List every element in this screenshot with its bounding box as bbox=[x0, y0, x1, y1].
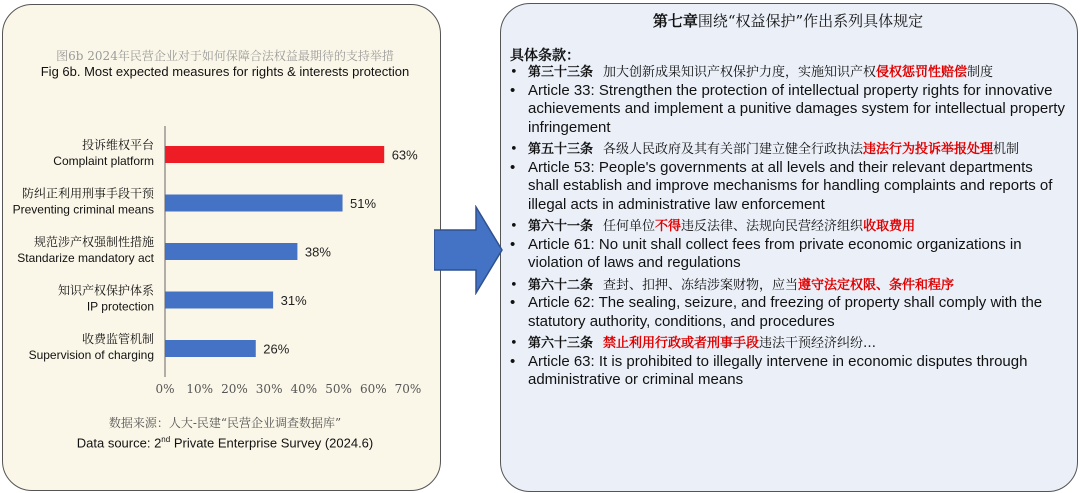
x-tick-label: 30% bbox=[255, 382, 283, 396]
category-label-en: Supervision of charging bbox=[28, 348, 154, 362]
category-label-en: Complaint platform bbox=[53, 154, 154, 168]
category-label-cn: 防纠正利用刑事手段干预 bbox=[21, 186, 154, 201]
right-panel-title: 第七章围绕“权益保护”作出系列具体规定 bbox=[652, 12, 924, 30]
article-61-cn: • 第六十一条 任何单位不得违反法律、法规向民营经济组织收取费用 bbox=[506, 218, 1066, 236]
x-tick-label: 10% bbox=[186, 382, 214, 396]
category-label-cn: 投诉维权平台 bbox=[81, 138, 154, 152]
x-tick-label: 50% bbox=[325, 382, 352, 396]
article-53-cn: • 第五十三条 各级人民政府及其有关部门建立健全行政执法违法行为投诉举报处理机制 bbox=[506, 141, 1066, 159]
article-53-en: • Article 53: People's governments at all levels and their relevant departments shall establish and improve mechanisms for handling complaints and reports of illegal acts in administrative law enforcement bbox=[506, 159, 1066, 215]
right-arrow-icon bbox=[434, 205, 504, 295]
bar-value-label: 31% bbox=[280, 293, 307, 308]
right-panel-subtitle: 具体条款： bbox=[510, 48, 580, 64]
category-label-en: Standarize mandatory act bbox=[17, 251, 154, 265]
bar-3 bbox=[166, 292, 274, 309]
bar-value-label: 26% bbox=[263, 341, 290, 357]
source-en: Data source: 2nd Private Enterprise Survey (2024.6) bbox=[76, 435, 374, 451]
article-62-cn: • 第六十二条 查封、扣押、冻结涉案财物，应当遵守法定权限、条件和程序 bbox=[506, 277, 1066, 295]
bar-value-label: 51% bbox=[350, 196, 377, 211]
bar-1 bbox=[166, 195, 343, 212]
x-tick-label: 0% bbox=[155, 382, 175, 396]
bar-0 bbox=[166, 146, 385, 163]
x-tick-label: 70% bbox=[394, 382, 422, 396]
article-62-en: • Article 62: The sealing, seizure, and freezing of property shall comply with the statutory authority, conditions, and procedures bbox=[506, 294, 1066, 331]
x-tick-label: 40% bbox=[290, 382, 318, 396]
article-33-cn: • 第三十三条 加大创新成果知识产权保护力度，实施知识产权侵权惩罚性赔偿制度 bbox=[506, 64, 1066, 82]
category-label-en: Preventing criminal means bbox=[12, 202, 154, 217]
article-61-en: • Article 61: No unit shall collect fees from private economic organizations in violation of laws and regulations bbox=[506, 236, 1066, 273]
bar-chart bbox=[0, 0, 440, 410]
chart-title-cn: 图6b 2024年民营企业对于如何保障合法权益最期待的支持举措 bbox=[56, 49, 394, 63]
article-list bbox=[506, 64, 1066, 390]
category-label-en: IP protection bbox=[86, 299, 154, 314]
article-63-en: • Article 63: It is prohibited to illegally intervene in economic disputes through administrative or criminal means bbox=[506, 353, 1066, 390]
category-label-cn: 规范涉产权强制性措施 bbox=[33, 235, 154, 249]
chart-title-en: Fig 6b. Most expected measures for rights & interests protection bbox=[40, 64, 410, 79]
article-63-cn: • 第六十三条 禁止利用行政或者刑事手段违法干预经济纠纷… bbox=[506, 335, 1066, 353]
x-tick-label: 20% bbox=[221, 382, 248, 396]
bar-value-label: 38% bbox=[304, 244, 331, 260]
category-label-cn: 收费监管机制 bbox=[81, 332, 154, 346]
source-cn: 数据来源：人大-民建“民营企业调查数据库” bbox=[108, 416, 342, 430]
bar-4 bbox=[166, 340, 256, 357]
category-label-cn: 知识产权保护体系 bbox=[57, 283, 154, 298]
bar-2 bbox=[166, 243, 298, 260]
article-33-en: • Article 33: Strengthen the protection of intellectual property rights for innovative achievements and implement a punitive damages system for intellectual property infringement bbox=[506, 82, 1066, 138]
x-tick-label: 60% bbox=[359, 382, 387, 396]
bar-value-label: 63% bbox=[391, 147, 418, 163]
